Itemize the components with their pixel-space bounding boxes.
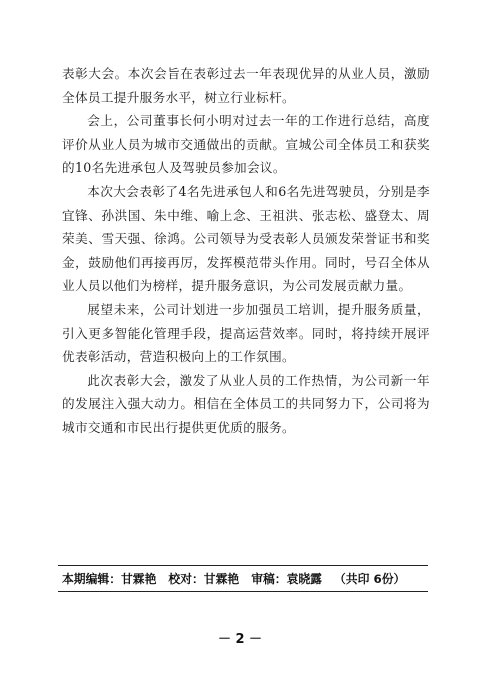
print-copies: （共印 6份） (333, 572, 406, 586)
paragraph-3: 本次大会表彰了4名先进承包人和6名先进驾驶员，分别是李宜锋、孙洪国、朱中维、喻上念、王祖洪、张志松、盛登太、周荣美、雪天强、徐鸿。公司领导为受表彰人员颁发荣誉证书和奖金，鼓励他们再接再厉，发挥模范带头作用。同时，号召全体从业人员以他们为榜样，提升服务意识，为公司发展贡献力量。 (62, 183, 430, 294)
proofreader-credit: 校对：甘霖艳 (168, 572, 240, 586)
footer-bottom-rule (58, 591, 428, 592)
paragraph-2: 会上，公司董事长何小明对过去一年的工作进行总结，高度评价从业人员为城市交通做出的贡献。宣城公司全体员工和获奖的10名先进承包人及驾驶员参加会议。 (62, 113, 430, 176)
article-body (62, 62, 430, 440)
editorial-credits (62, 569, 428, 589)
footer-top-rule (58, 565, 428, 566)
page-number: － 2 － (217, 632, 263, 647)
paragraph-5: 此次表彰大会，激发了从业人员的工作热情，为公司新一年的发展注入强大动力。相信在全体员工的共同努力下，公司将为城市交通和市民出行提供更优质的服务。 (62, 372, 430, 435)
editor-credit: 本期编辑：甘霖艳 (62, 572, 157, 586)
paragraph-4: 展望未来，公司计划进一步加强员工培训，提升服务质量，引入更多智能化管理手段，提高运营效率。同时，将持续开展评优表彰活动，营造积极向上的工作氛围。 (62, 301, 430, 365)
paragraph-1: 表彰大会。本次会旨在表彰过去一年表现优异的从业人员，激励全体员工提升服务水平，树立行业标杆。 (62, 66, 430, 105)
reviewer-credit: 审稿：袁晓露 (251, 572, 322, 586)
